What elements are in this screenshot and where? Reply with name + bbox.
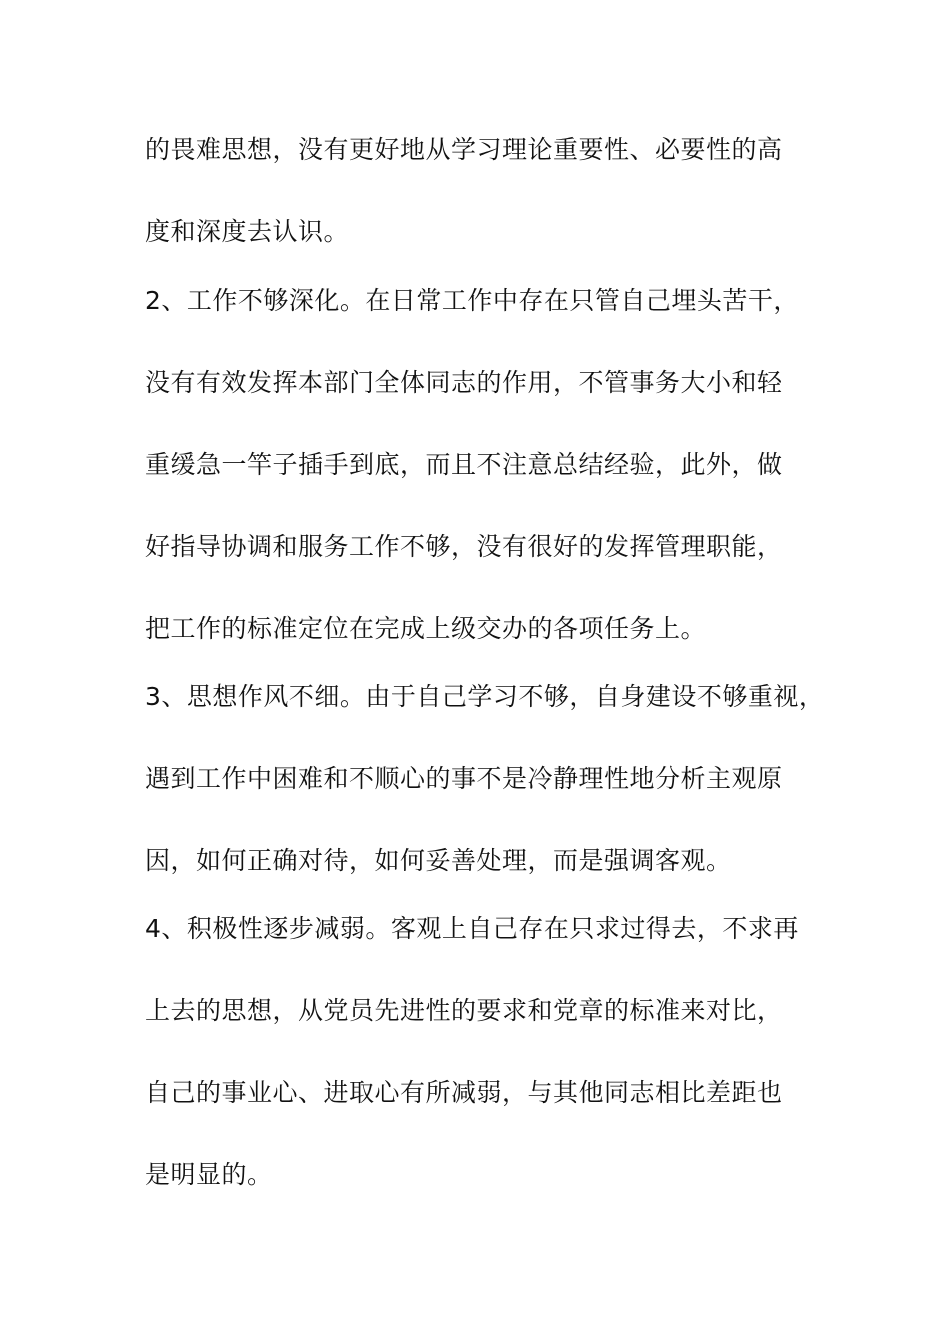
item-2-line-2: 没有有效发挥本部门全体同志的作用，不管事务大小和轻 [145,368,783,397]
item-2-line-5: 把工作的标准定位在完成上级交办的各项任务上。 [145,614,707,643]
item-4-line-2: 上去的思想，从党员先进性的要求和党章的标准来对比， [145,996,783,1025]
item-2-line-1: 2、工作不够深化。在日常工作中存在只管自己埋头苦干， [145,286,799,315]
item-3-line-3: 因，如何正确对待，如何妥善处理，而是强调客观。 [145,846,732,875]
paragraph-1-line-1: 的畏难思想，没有更好地从学习理论重要性、必要性的高 [145,135,783,164]
item-2-line-3: 重缓急一竿子插手到底，而且不注意总结经验，此外，做 [145,450,783,479]
item-4-line-3: 自己的事业心、进取心有所减弱，与其他同志相比差距也 [145,1078,783,1107]
item-3-line-2: 遇到工作中困难和不顺心的事不是冷静理性地分析主观原 [145,764,783,793]
item-2-line-4: 好指导协调和服务工作不够，没有很好的发挥管理职能， [145,532,783,561]
paragraph-1-line-2: 度和深度去认识。 [145,217,350,246]
item-4-line-1: 4、积极性逐步减弱。客观上自己存在只求过得去，不求再 [145,914,799,943]
item-3-line-1: 3、思想作风不细。由于自己学习不够，自身建设不够重视， [145,682,825,711]
item-4-line-4: 是明显的。 [145,1160,273,1189]
